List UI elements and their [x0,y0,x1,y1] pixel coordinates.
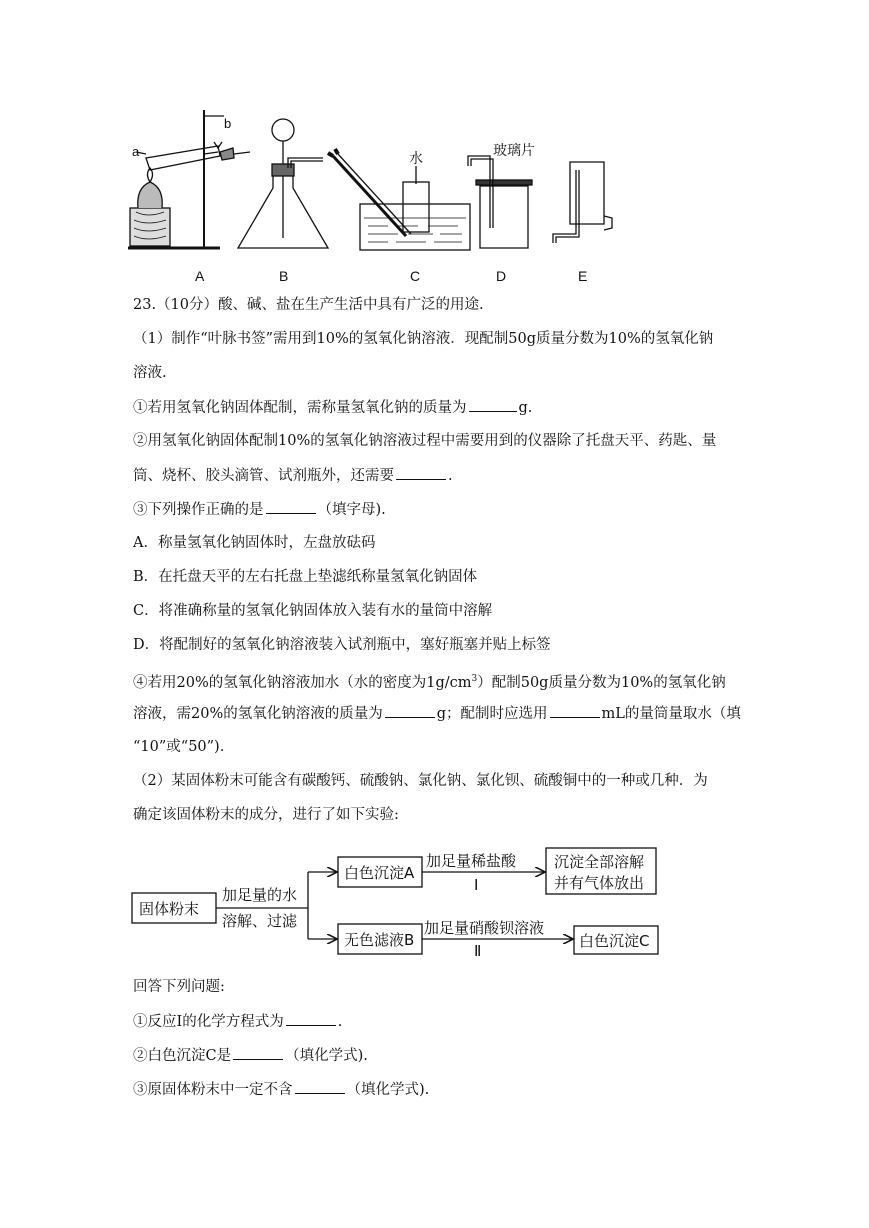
q2-end: . [448,468,453,484]
flow-start: 固体粉末 [139,900,200,918]
flow-box-a: 白色沉淀A [344,864,415,882]
answer-intro: 回答下列问题: [133,979,225,995]
q1-blank[interactable] [469,397,517,412]
label-water: 水 [409,151,423,167]
apparatus-label-d: D [496,268,507,284]
q4-text-e: mL的量筒量取水（填 [601,706,741,722]
r2-blank[interactable] [233,1045,283,1060]
experiment-flowchart [128,838,673,963]
flow-label-1: Ⅰ [474,876,479,894]
part2-line2: 确定该固体粉末的成分，进行了如下实验: [133,807,399,823]
q3-text: ③下列操作正确的是 [133,502,264,518]
r1-blank[interactable] [286,1011,336,1026]
q4-line2 [133,703,741,724]
apparatus-c [328,149,470,250]
q2-line1: ②用氢氧化钠固体配制10%的氢氧化钠溶液过程中需要用到的仪器除了托盘天平、药匙、量 [133,433,717,449]
apparatus-b [238,119,328,248]
q3-line [133,499,386,520]
r1-line [133,1011,342,1032]
q1-line [133,397,532,418]
label-glass-plate: 玻璃片 [493,143,535,159]
apparatus-label-e: E [578,268,588,284]
q4-text-d: g；配制时应选用 [436,706,548,722]
flow-step-bottom: 溶解、过滤 [222,912,298,930]
flow-result-1-line1: 沉淀全部溶解 [554,853,645,871]
apparatus-label-c: C [410,268,421,284]
q2-line2 [133,465,453,486]
apparatus-e [553,162,612,243]
flow-step-top: 加足量的水 [222,886,298,904]
apparatus-label-b: B [279,268,289,284]
r3-text: ③原固体粉末中一定不含 [133,1082,293,1098]
part2-line1: （2）某固体粉末可能含有碳酸钙、硫酸钠、氯化钠、氯化钡、硫酸铜中的一种或几种．为 [133,773,708,789]
q1-text: ①若用氢氧化钠固体配制，需称量氢氧化钠的质量为 [133,400,467,416]
apparatus-d [468,156,532,248]
option-b: B．在托盘天平的左右托盘上垫滤纸称量氢氧化钠固体 [133,569,478,585]
q2-blank[interactable] [396,465,446,480]
option-d: D．将配制好的氢氧化钠溶液装入试剂瓶中，塞好瓶塞并贴上标签 [133,637,551,653]
part1-line2: 溶液. [133,365,167,381]
q4-line3: “10”或“50”). [133,739,225,755]
label-b: b [224,116,232,131]
q4-blank-cylinder[interactable] [550,703,600,718]
part1-line1: （1）制作“叶脉书签”需用到10%的氢氧化钠溶液．现配制50g质量分数为10%的氢氧化钠 [133,331,714,347]
q3-hint: （填字母). [317,502,386,518]
q4-superscript: 3 [471,674,478,684]
apparatus-label-a: A [195,268,205,284]
flow-box-b: 无色滤液B [344,931,415,949]
flow-box-c: 白色沉淀C [579,932,650,950]
q4-text-b: ）配制50g质量分数为10%的氢氧化钠 [477,674,726,691]
option-a: A．称量氢氧化钠固体时，左盘放砝码 [133,535,376,551]
q4-text-c: 溶液，需20%的氢氧化钠溶液的质量为 [133,706,383,722]
r2-text: ②白色沉淀C是 [133,1048,232,1064]
q1-unit: g. [518,400,533,416]
r3-hint: （填化学式). [346,1082,430,1098]
r2-line [133,1045,368,1066]
q2-text: 筒、烧杯、胶头滴管、试剂瓶外，还需要 [133,468,394,484]
question-header: 23.（10分）酸、碱、盐在生产生活中具有广泛的用途. [133,297,484,313]
label-a: a [132,144,140,159]
flow-label-2: Ⅱ [474,942,482,960]
q4-blank-mass[interactable] [385,703,435,718]
r2-hint: （填化学式). [285,1048,368,1064]
q4-line1 [133,669,726,693]
r3-line [133,1079,429,1100]
apparatus-figure [128,108,628,283]
flow-reagent-2: 加足量硝酸钡溶液 [424,919,545,937]
r1-end: . [337,1014,343,1030]
q3-blank[interactable] [266,499,316,514]
r1-text: ①反应Ⅰ的化学方程式为 [133,1014,284,1030]
flow-reagent-1: 加足量稀盐酸 [426,852,517,870]
apparatus-a [128,110,250,248]
flow-result-1-line2: 并有气体放出 [554,874,645,892]
q4-text-a: ④若用20%的氢氧化钠溶液加水（水的密度为1g/cm [133,674,472,691]
r3-blank[interactable] [295,1079,345,1094]
option-c: C．将准确称量的氢氧化钠固体放入装有水的量筒中溶解 [133,603,493,619]
